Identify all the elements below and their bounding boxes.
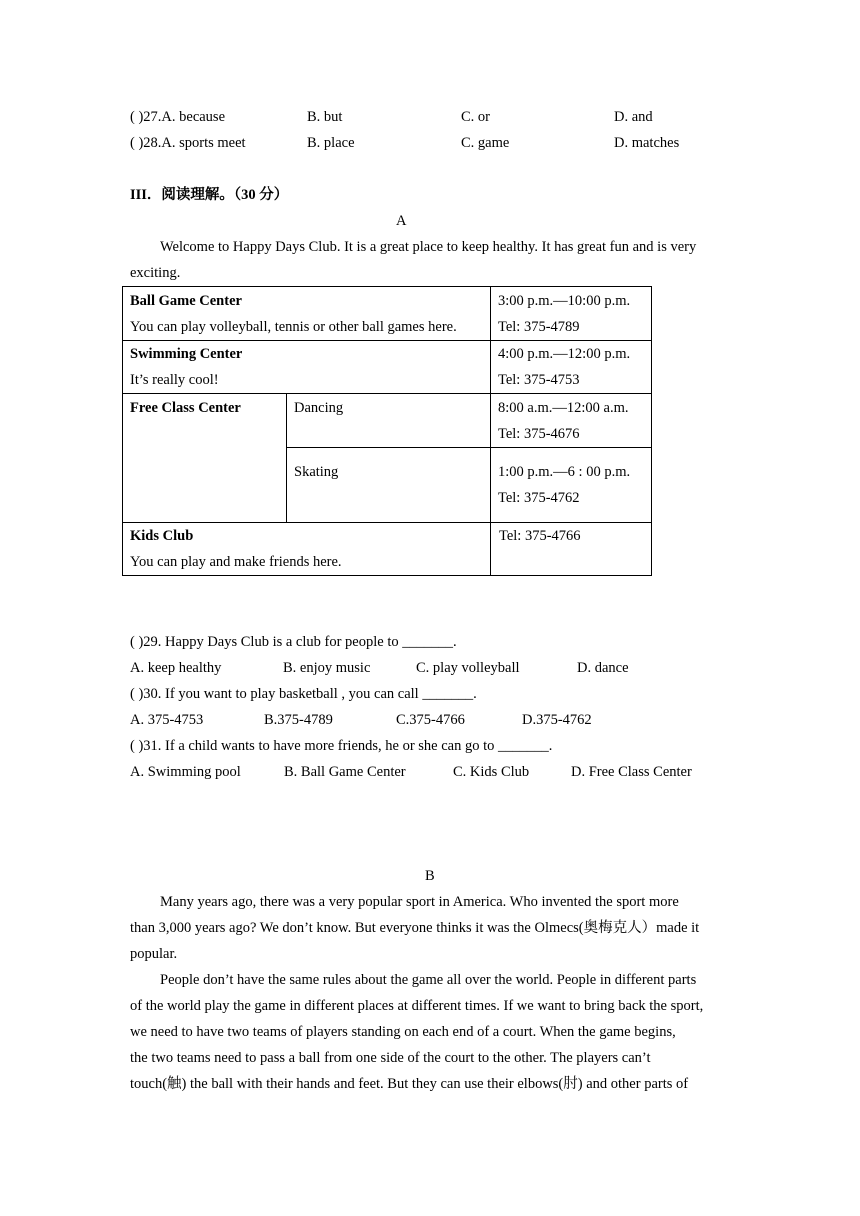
q30-stem: ( )30. If you want to play basketball , you can call _______. [130,686,477,702]
swimming-desc: It’s really cool! [130,372,219,388]
skating-time: 1:00 p.m.—6 : 00 p.m. [498,464,631,480]
skating-tel: Tel: 375-4762 [498,490,580,506]
kids-club-tel: Tel: 375-4766 [499,528,581,544]
passage-b-line: than 3,000 years ago? We don’t know. But everyone thinks it was the Olmecs(奥梅克人）made it [130,920,700,936]
passage-a-intro-line1: Welcome to Happy Days Club. It is a great place to keep healthy. It has great fun and is very [160,239,697,255]
q28-stem: ( )28.A. sports meet [130,135,246,151]
dancing-tel: Tel: 375-4676 [498,426,580,442]
q28-option-d: D. matches [614,135,680,151]
dancing-time: 8:00 a.m.—12:00 a.m. [498,400,629,416]
q28-option-b: B. place [307,135,355,151]
q30-option-d: D.375-4762 [522,712,592,728]
q29-option-c: C. play volleyball [416,660,520,676]
skating-cell [286,447,491,523]
skating-time-cell [490,447,652,523]
section-heading: III．阅读理解。（30 分） [130,187,289,203]
passage-a-intro-line2: exciting. [130,265,181,281]
kids-club-desc: You can play and make friends here. [130,554,342,570]
q28-option-c: C. game [461,135,510,151]
q29-stem: ( )29. Happy Days Club is a club for people to _______. [130,634,457,650]
passage-b-line: People don’t have the same rules about the game all over the world. People in different parts [160,972,697,988]
q29-option-b: B. enjoy music [283,660,371,676]
q31-option-d: D. Free Class Center [571,764,692,780]
q27-option-b: B. but [307,109,343,125]
ball-game-desc: You can play volleyball, tennis or other ball games here. [130,319,457,335]
passage-b-line: popular. [130,946,178,962]
ball-game-tel: Tel: 375-4789 [498,319,580,335]
passage-b-line: the two teams need to pass a ball from one side of the court to the other. The players can’t [130,1050,651,1066]
passage-a-label: A [396,213,407,229]
passage-b-line: we need to have two teams of players standing on each end of a court. When the game begins, [130,1024,676,1040]
ball-game-title: Ball Game Center [130,293,242,309]
passage-b-label: B [425,868,435,884]
dancing-label: Dancing [294,400,344,416]
q29-option-d: D. dance [577,660,629,676]
q31-option-a: A. Swimming pool [130,764,241,780]
skating-label: Skating [294,464,339,480]
passage-b-line: Many years ago, there was a very popular sport in America. Who invented the sport more [160,894,679,910]
q31-stem: ( )31. If a child wants to have more friends, he or she can go to _______. [130,738,553,754]
free-class-title: Free Class Center [130,400,241,416]
swimming-tel: Tel: 375-4753 [498,372,580,388]
swimming-time: 4:00 p.m.—12:00 p.m. [498,346,631,362]
q27-stem: ( )27.A. because [130,109,226,125]
ball-game-time: 3:00 p.m.—10:00 p.m. [498,293,631,309]
swimming-title: Swimming Center [130,346,243,362]
q31-option-b: B. Ball Game Center [284,764,406,780]
q31-option-c: C. Kids Club [453,764,530,780]
passage-b-line: of the world play the game in different places at different times. If we want to bring back the sport, [130,998,704,1014]
q30-option-b: B.375-4789 [264,712,333,728]
q27-option-d: D. and [614,109,653,125]
q30-option-c: C.375-4766 [396,712,465,728]
kids-club-title: Kids Club [130,528,194,544]
q27-option-c: C. or [461,109,490,125]
q30-option-a: A. 375-4753 [130,712,204,728]
passage-b-line: touch(触) the ball with their hands and feet. But they can use their elbows(肘) and other parts of [130,1076,689,1092]
q29-option-a: A. keep healthy [130,660,222,676]
